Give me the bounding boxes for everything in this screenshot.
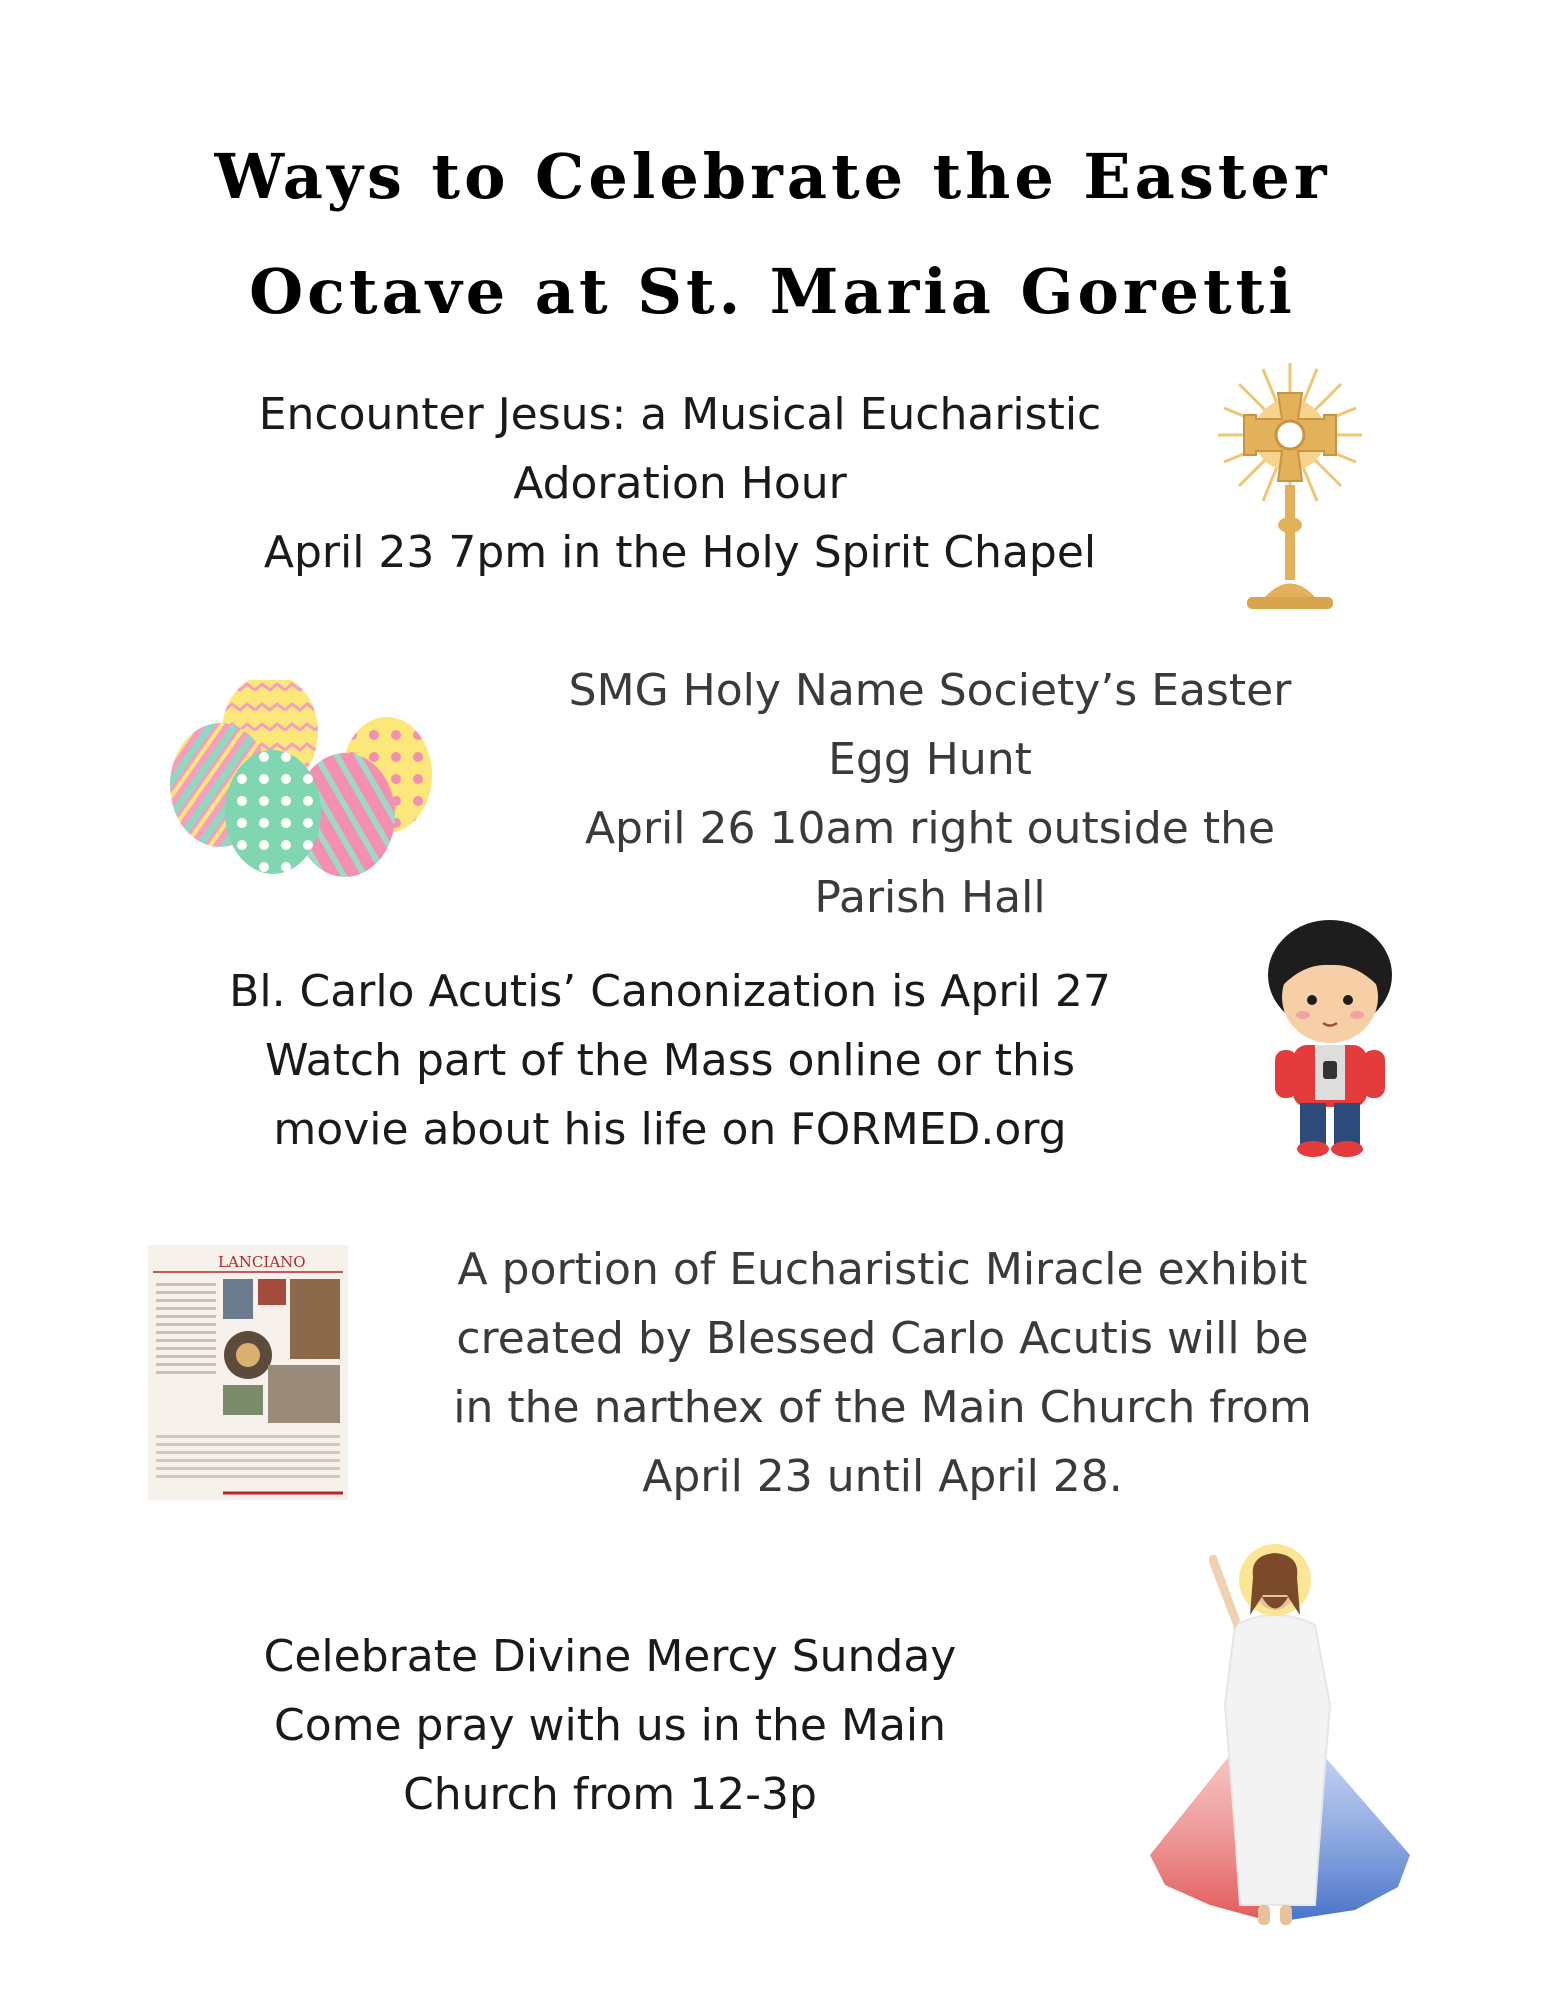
section-line: Church from 12-3p: [403, 1769, 817, 1820]
page-title-line-2: Octave at St. Maria Goretti: [249, 255, 1296, 328]
section-line: A portion of Eucharistic Miracle exhibit: [457, 1244, 1308, 1295]
exhibit-panel-heading: LANCIANO: [218, 1253, 306, 1271]
section-line: Encounter Jesus: a Musical Eucharistic: [258, 389, 1102, 440]
section-line: Come pray with us in the Main: [273, 1700, 947, 1751]
exhibit-panel-icon: [148, 1245, 348, 1500]
section-line: April 23 until April 28.: [642, 1451, 1123, 1502]
section-line: Adoration Hour: [513, 458, 847, 509]
exhibit-section: [380, 1235, 1385, 1511]
section-line: April 26 10am right outside the: [584, 803, 1276, 854]
section-line: Parish Hall: [814, 872, 1046, 923]
section-line: Egg Hunt: [828, 734, 1032, 785]
divine-mercy-section: [170, 1622, 1050, 1829]
section-line: in the narthex of the Main Church from: [453, 1382, 1312, 1433]
egg-hunt-section: [490, 656, 1370, 932]
page-title-line-1: Ways to Celebrate the Easter: [214, 140, 1331, 213]
section-line: created by Blessed Carlo Acutis will be: [456, 1313, 1309, 1364]
boy-figure-icon: [1255, 915, 1405, 1165]
divine-mercy-icon: [1140, 1525, 1420, 1945]
adoration-section: [160, 380, 1200, 587]
section-line: Celebrate Divine Mercy Sunday: [263, 1631, 957, 1682]
section-line: Watch part of the Mass online or this: [264, 1035, 1076, 1086]
easter-eggs-icon: [165, 680, 445, 880]
section-line: SMG Holy Name Society’s Easter: [568, 665, 1292, 716]
section-line: movie about his life on FORMED.org: [273, 1104, 1067, 1155]
section-line: Bl. Carlo Acutis’ Canonization is April 27: [229, 966, 1111, 1017]
canonization-section: [155, 957, 1185, 1164]
section-line: April 23 7pm in the Holy Spirit Chapel: [263, 527, 1097, 578]
monstrance-icon: [1205, 355, 1375, 620]
